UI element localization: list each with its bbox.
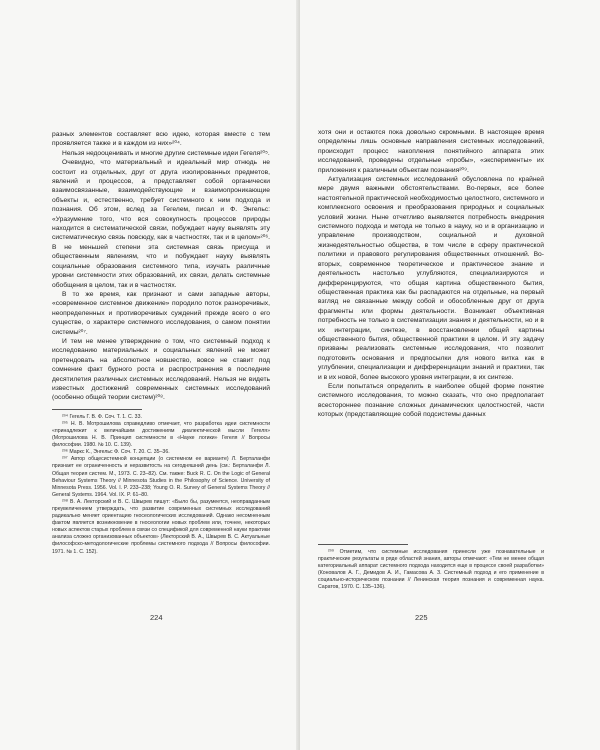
footnote-divider <box>52 409 142 410</box>
right-page <box>300 0 600 750</box>
footnote: ²⁰⁷ Автор общесистемной концепции (о системном ее варианте) Л. Берталанфи признает ее ограниченность и неразвитость на сегодняшний день (см.: Берталанфи Л. Общая теория систем. М., 1973. С. 23–82). См. также: Buck R. C. On the Logic of General Behaviour Systems Theory // Minnesota Studies in the Philosophy of Science. University of Minnesota Press. 1956. Vol. I. P. 233–238; Young O. R. Survey of General Systems Theory // General Systems. 1964. Vol. IX. P. 61–80. <box>52 456 270 498</box>
right-text-column <box>318 128 544 420</box>
footnote: ²⁰⁵ Н. В. Мотрошилова справедливо отмечает, что разработка идеи системности «принадлежит к величайшим достижениям диалектической мысли Гегеля» (Мотрошилова Н. В. Принцип системности в «Науке логики» Гегеля // Вопросы философии. 1980. № 10. С. 139). <box>52 420 270 449</box>
left-footnotes <box>52 414 270 556</box>
right-footnotes <box>318 544 544 592</box>
footnote-divider <box>318 544 408 545</box>
page-number-right: 225 <box>415 613 428 622</box>
page-number-left: 224 <box>150 613 163 622</box>
footnote: ²⁰⁶ Маркс К., Энгельс Ф. Соч. Т. 20. С. 35–36. <box>62 449 170 456</box>
footnote: ²⁰⁹ Отметим, что системные исследования принесли уже познавательные и практические результаты в ряде областей знания, авторы отмечают: «Тем не менее общая категориальный аппарат системного подхода находится еще в процессе своей разработки» (Коновалов А. Г., Демидов А. И., Гамасова А. З. Системный подход и его применение в социально-историческом познании // Ленинская теория познания и современная наука. Саратов, 1970. С. 135–136). <box>318 549 544 591</box>
footnote: ²⁰⁴ Гегель Г. В. Ф. Соч. Т. 1. С. 33. <box>62 413 142 420</box>
body-paragraph: разных элементов составляет всю идею, которая вместе с тем проявляется также и в каждом из них»²⁰⁴. <box>52 131 270 148</box>
body-paragraph: Если попытаться определить в наиболее общей форме понятие системного исследования, то можно сказать, что оно предполагает всестороннее познание сложных динамических целостностей, части которых (представляющие собой подсистемы данных <box>318 382 544 419</box>
footnote: ²⁰⁸ В. А. Лекторский и В. С. Швырев пишут: «Было бы, разумеется, неоправданным преувеличением утверждать, что развитие современных системных исследований радикально меняет ориентацию гносеологических исследований. Однако несомненным фактом является возникновение в гносеологии новых проблем или, точнее, некоторых новых аспектов старых проблем в связи со спецификой для современной науки практики анализа сложно организованных объектов» (Лекторский В. А., Швырев В. С. Актуальные философско-методологические проблемы системного подхода // Вопросы философии. 1971. № 1. С. 152). <box>52 498 270 555</box>
body-paragraph: В то же время, как признают и сами западные авторы, «современное системное движение» породило поток разноречивых, неопределенных и противоречивых суждений прежде всего о его существе, о характере системного исследования, о самом понятии системы²⁰⁷. <box>52 290 270 336</box>
body-paragraph: Очевидно, что материальный и идеальный мир отнюдь не состоит из отдельных, друг от друга изолированных предметов, явлений и процессов, а представляет собой органически взаимосвязанные, взаимодействующие и взаимопроникающие объекты и, естественно, требует системного к ним подхода и познания. Об этом, вслед за Гегелем, писал и Ф. Энгельс: «Уразумение того, что вся совокупность процессов природы находится в систематической связи, побуждает науку выявлять эту систематическую связь повсюду, как в частностях, так и в целом»²⁰⁶. В не меньшей степени эта системная связь присуща и общественным явлениям, что и побуждает науку выявлять социальные образования системного типа, изучать различные уровни системности этих образований, их связи, делать системные обобщения в целом, так и в частностях. <box>52 159 270 289</box>
body-paragraph: И тем не менее утверждение о том, что системный подход к исследованию материальных и социальных явлений не может претендовать на абсолютное новшество, вовсе не ставит под сомнение факт бурного роста и распространения в последние десятилетия различных системных исследований. Нельзя не видеть известных достижений современных системных исследований (особенно общей теории систем)²⁰⁸. <box>52 337 270 402</box>
body-paragraph: хотя они и остаются пока довольно скромными. В настоящее время определены лишь основные направления системных исследований, происходит процесс накопления понятийного аппарата этих исследований, проведены отдельные «пробы», «эксперименты» их приложения к различным объектам познания²⁰⁹. <box>318 129 544 174</box>
left-text-column <box>52 130 270 556</box>
body-paragraph: Актуализация системных исследований обусловлена по крайней мере двумя важными обстоятельствами. Во-первых, все более настоятельной практической необходимостью целостного, системного и комплексного освоения и преобразования природных и социальных условий жизни. Ныне отчетливо выявляется потребность внедрения системного подхода и метода не только в науку, но и в организацию и управление производством, социальной и духовной жизнедеятельностью общества, в том числе в сферу практической политики и правового регулирования общественных отношений. Во-вторых, современное теоретическое и практическое знание и деятельность настолько углубляются, специализируются и дифференцируются, что общая картина общественного бытия, общественная практика как бы распадаются на отдельные, на первый взгляд не связанные между собой и обособленные друг от друга фрагменты или формы деятельности. Возникает объективная потребность не только в систематизации знания и деятельности, но и в их интеграции, синтезе, в восстановлении общей картины общественного бытия, общественной практики в целом. И эту задачу призваны реализовать системные исследования, что позволит подготовить основания и предпосылки для нового витка как в углублении, специализации и дифференциации знаний и практики, так и в их новой, более высокого уровня интеграции, в их синтезе. <box>318 176 544 381</box>
body-paragraph: Нельзя недооценивать и многие другие системные идеи Гегеля²⁰⁵. <box>62 149 270 157</box>
